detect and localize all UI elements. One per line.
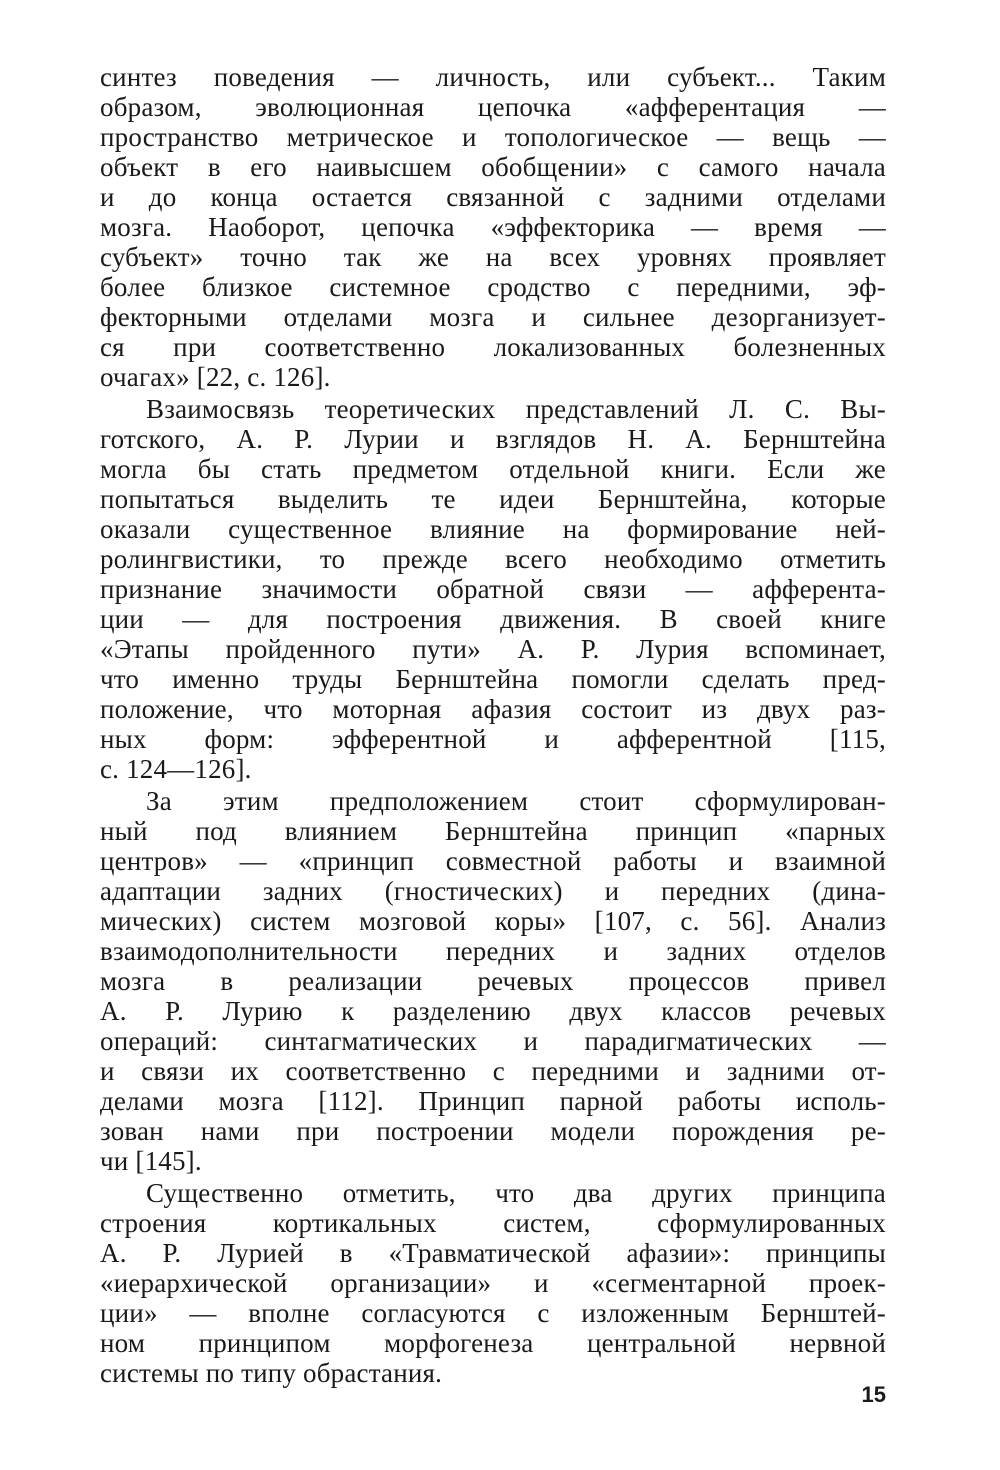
text-line: ции — для построения движения. В своей книге: [100, 604, 886, 634]
text-line: ролингвистики, то прежде всего необходимо отметить: [100, 544, 886, 574]
text-line: ный под влиянием Бернштейна принцип «парных: [100, 816, 886, 846]
paragraph-2: [100, 394, 886, 784]
book-page-text: [100, 62, 886, 1390]
text-line: взаимодополнительности передних и задних отделов: [100, 936, 886, 966]
text-line: Взаимосвязь теоретических представлений Л. С. Вы-: [146, 394, 886, 424]
text-line: готского, А. Р. Лурии и взглядов Н. А. Бернштейна: [100, 424, 886, 454]
text-line: фекторными отделами мозга и сильнее дезорганизует-: [100, 302, 886, 332]
text-line: пространство метрическое и топологическое — вещь —: [100, 122, 886, 152]
text-line: делами мозга [112]. Принцип парной работы исполь-: [100, 1086, 886, 1116]
text-line: и до конца остается связанной с задними отделами: [100, 182, 886, 212]
page-number: 15: [861, 1382, 886, 1407]
text-line: «иерархической организации» и «сегментарной проек-: [100, 1268, 886, 1298]
text-line: образом, эволюционная цепочка «афферентация —: [100, 92, 886, 122]
text-line: строения кортикальных систем, сформулированных: [100, 1208, 886, 1238]
text-line: адаптации задних (гностических) и передних (дина-: [100, 876, 886, 906]
text-line: ции» — вполне согласуются с изложенным Бернштей-: [100, 1298, 886, 1328]
text-line: оказали существенное влияние на формирование ней-: [100, 514, 886, 544]
text-line: «Этапы пройденного пути» А. Р. Лурия вспоминает,: [100, 634, 886, 664]
paragraph-3: [100, 786, 886, 1176]
paragraph-1: [100, 62, 886, 392]
text-line: более близкое системное сродство с передними, эф-: [100, 272, 886, 302]
text-line: мозга. Наоборот, цепочка «эффекторика — время —: [100, 212, 886, 242]
text-line: зован нами при построении модели порождения ре-: [100, 1116, 886, 1146]
text-line: А. Р. Лурию к разделению двух классов речевых: [100, 996, 886, 1026]
text-line: За этим предположением стоит сформулирован-: [146, 786, 886, 816]
text-line: ных форм: эфферентной и афферентной [115,: [100, 724, 886, 754]
text-line: центров» — «принцип совместной работы и взаимной: [100, 846, 886, 876]
text-line: мозга в реализации речевых процессов привел: [100, 966, 886, 996]
text-line: синтез поведения — личность, или субъект... Таким: [100, 62, 886, 92]
text-line: чи [145].: [100, 1146, 202, 1176]
text-line: операций: синтагматических и парадигматических —: [100, 1026, 886, 1056]
text-line: с. 124—126].: [100, 754, 252, 784]
text-line: и связи их соответственно с передними и задними от-: [100, 1056, 886, 1086]
text-line: Существенно отметить, что два других принципа: [146, 1178, 886, 1208]
text-line: признание значимости обратной связи — афферента-: [100, 574, 886, 604]
text-line: ном принципом морфогенеза центральной нервной: [100, 1328, 886, 1358]
text-line: что именно труды Бернштейна помогли сделать пред-: [100, 664, 886, 694]
text-line: очагах» [22, с. 126].: [100, 362, 331, 392]
text-line: объект в его наивысшем обобщении» с самого начала: [100, 152, 886, 182]
paragraph-4: [100, 1178, 886, 1388]
text-line: попытаться выделить те идеи Бернштейна, которые: [100, 484, 886, 514]
text-line: могла бы стать предметом отдельной книги. Если же: [100, 454, 886, 484]
text-line: мических) систем мозговой коры» [107, с. 56]. Анализ: [100, 906, 886, 936]
text-line: А. Р. Лурией в «Травматической афазии»: принципы: [100, 1238, 886, 1268]
text-line: субъект» точно так же на всех уровнях проявляет: [100, 242, 886, 272]
text-line: системы по типу обрастания.: [100, 1358, 443, 1388]
text-line: положение, что моторная афазия состоит из двух раз-: [100, 694, 886, 724]
text-line: ся при соответственно локализованных болезненных: [100, 332, 886, 362]
